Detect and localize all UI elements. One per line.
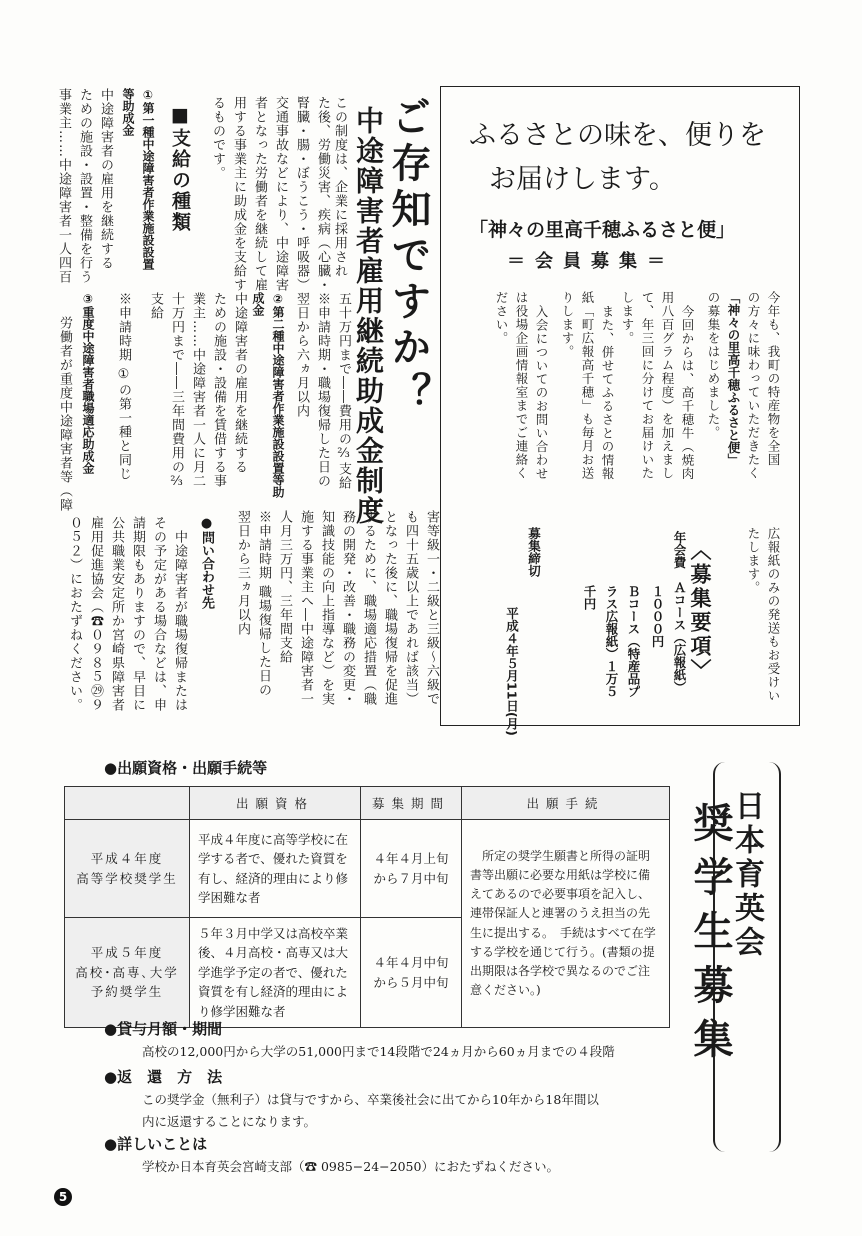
table-header-row [65, 787, 670, 820]
category-line: 平成５年度 [90, 945, 164, 961]
deadline-label: 募集締切 [526, 527, 542, 577]
period-line: ４年４月上旬 [373, 851, 449, 867]
table-header-period: 募集期間 [361, 787, 462, 820]
article-title: 中途障害者雇用継続助成金制度 [352, 106, 385, 526]
row-qualification: ５年３月中学又は高校卒業後、４月高校・高専又は大学進学予定の者で、優れた資質を有し経済的理由により修学困難な者 [190, 918, 361, 1028]
table-header-qualification: 出願資格 [190, 787, 361, 820]
deadline-value: 平成４年５月11日(月) [504, 607, 520, 736]
types-heading: ■支給の種類 [169, 104, 191, 233]
furusato-headline-1: ふるさとの味を、便りを [469, 120, 766, 151]
category-line: 平成４年度 [90, 851, 164, 867]
furusato-body: 今年も、我町の特産物を全国 の方々に味わっていただきたく 「神々の里高千穂ふるさと便」 の募集をはじめました。 今回からは、高千穂牛（焼肉 用八百グラム程度）を加えまし て、年三回に分けてお届けいた します。 また、併せてふるさとの情報 紙「町広報高千穂」も毎月お送 りします。 入会についてのお問い合わせ は役場企画情報室までご連絡く ださい。 [494, 291, 781, 481]
contact-heading: ●問い合わせ先 [199, 516, 214, 609]
contact-body: 中途障害者が職場復帰または その予定がある場合などは、申 請期限もありますので、早目に 公共職業安定所か宮崎県障害者 雇用促進協会（☎０９８５㉙９ ０５２）におたずねください。 [67, 516, 187, 712]
row-period [361, 918, 462, 1028]
table-header-procedure: 出願手続 [462, 787, 670, 820]
furusato-recruit: ＝会員募集＝ [507, 251, 675, 272]
type1-title: ①第一種中途障害者作業施設設置等助成金 [121, 88, 155, 270]
article-intro: この制度は、企業に採用され た後、労働災害、疾病（心臓・ 腎臓・腸・ぼうこう・呼吸器） 交通事故などにより、中途障害 者となった労働者を継続して雇 用する事業主に助成金を支給す るものです。 [210, 96, 347, 292]
type3-body: 害等級一・二級と三級～六級で も四十五歳以上であれば該当） となった後に、職場復帰を促進 するために、職場適応措置（職 務の開発・改善・職務の変更・ 知識技能の向上指導など）を実 施する事業主へ―中途障害者一 人月三万円、三年間支給 ※申請時期 職場復帰した日の 翌日から三ヵ月以内 [235, 510, 439, 706]
period-line: ４年４月中旬 [373, 955, 449, 971]
repay-text-1: この奨学金（無利子）は貸与ですから、卒業後社会に出てから10年から18年間以 [142, 1092, 599, 1107]
fee-block: 年会費 Ａコース（広報紙） １０００円 Ｂコース（特産品プ ラス広報紙）１万５ 千円 [582, 531, 687, 698]
requirements-heading: 〈募集要項〉 [688, 539, 712, 683]
qual-heading: ●出願資格・出願手続等 [104, 759, 268, 777]
furusato-service-name: 「神々の里高千穂ふるさと便」 [469, 219, 736, 241]
repay-text-2: 内に返還することになります。 [142, 1114, 317, 1129]
furusato-box [440, 86, 800, 736]
category-line: 高等学校奨学生 [76, 870, 178, 886]
type1-body-cont: 五十万円まで――費用の⅔支給 ※申請時期・職場復帰した日の 翌日から六ヵ月以内 [294, 292, 351, 490]
row-qualification: 平成４年度に高等学校に在学する者で、優れた資質を有し、経済的理由により修学困難な者 [190, 820, 361, 918]
row-period [361, 820, 462, 918]
loan-text: 高校の12,000円から大学の51,000円まで14段階で24ヵ月から60ヵ月までの４段階 [142, 1044, 615, 1059]
furusato-note: 広報紙のみの発送もお受けい たします。 [746, 527, 781, 703]
qualification-table [64, 786, 670, 1028]
type2-title: ②第二種中途障害者作業施設設置等助成金 [251, 292, 285, 498]
type3-body-start: 労働者が重度中途障害者等（障 [57, 316, 72, 512]
type2-body-note: ※申請時期 ①の第一種と同じ [116, 292, 131, 482]
type3-title: ③重度中途障害者職場適応助成金 [81, 292, 95, 474]
type2-body: 中途障害者の雇用を継続する ための施設・設備を賃借する事 業主……中途障害者一人に月二 十万円まで――三年間費用の⅔ 支給 [148, 292, 247, 490]
loan-heading: ●貸与月額・期間 [104, 1020, 223, 1038]
period-line: から５月中旬 [373, 974, 449, 990]
details-heading: ●詳しいことは [104, 1135, 208, 1153]
table-header-blank [65, 787, 190, 820]
period-line: から７月中旬 [373, 870, 449, 886]
furusato-headline-2: お届けします。 [489, 164, 676, 195]
repay-heading: ●返 還 方 法 [104, 1068, 223, 1086]
procedure-cell: 所定の奨学生願書と所得の証明書等出願に必要な用紙は学校に備えてあるので必要事項を記入し、連帯保証人と連署のうえ担当の先生に提出する。 手続はすべて在学する学校を通じて行う。(書類の提出期限は各学校で異なるのでご注意ください。) [462, 820, 670, 1028]
table-row [65, 820, 670, 918]
banner-title-2: 奨学生募集 [687, 802, 733, 1072]
category-line: 高校･高専､大学 [75, 964, 179, 980]
page-number: 5 [54, 1188, 72, 1206]
article-kicker: ご存知ですか？ [385, 96, 432, 418]
type1-body: 中途障害者の雇用を継続する ための施設・設置・整備を行う 事業主……中途障害者一人四百 [56, 88, 113, 284]
category-line: 予約奨学生 [90, 984, 164, 1000]
row-category [65, 918, 190, 1028]
details-text: 学校か日本育英会宮崎支部（☎ 0985−24−2050）におたずねください。 [142, 1159, 559, 1174]
row-category [65, 820, 190, 918]
banner-title-1: 日本育英会 [729, 790, 764, 960]
